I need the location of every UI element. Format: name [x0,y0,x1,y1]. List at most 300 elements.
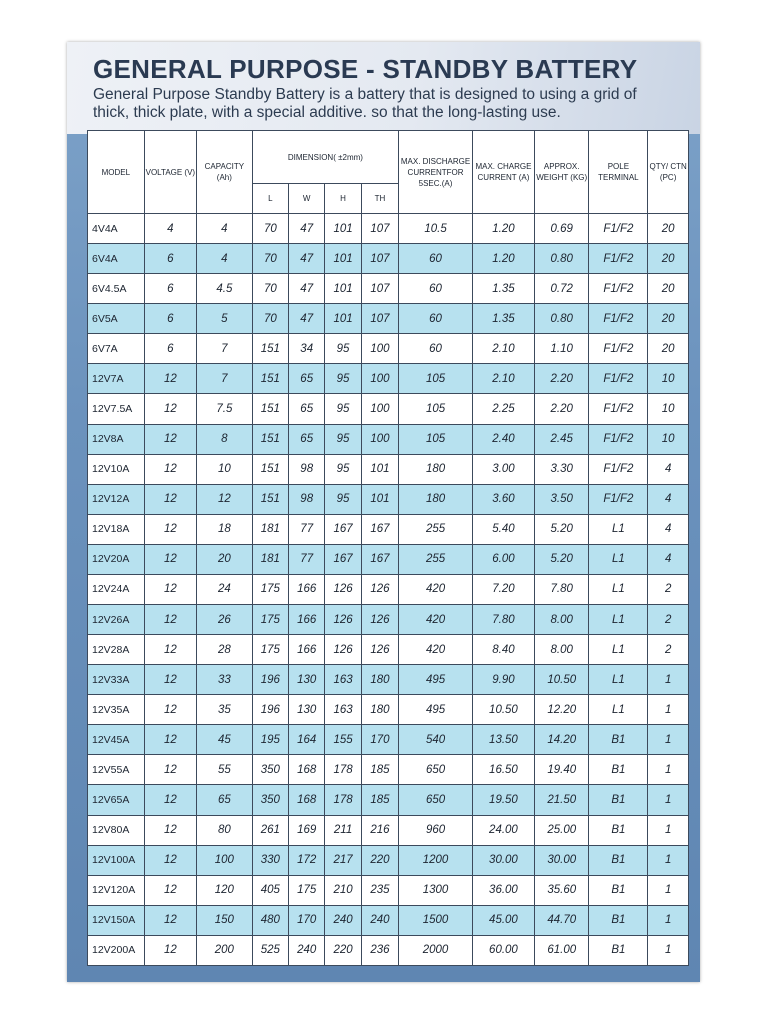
cell-max-charge: 60.00 [472,935,534,965]
cell-dim-th: 126 [361,605,398,635]
cell-pole-terminal: L1 [589,544,648,574]
cell-pole-terminal: F1/F2 [589,424,648,454]
cell-capacity: 10 [197,454,253,484]
table-row [88,514,689,544]
cell-qty-ctn: 1 [648,815,689,845]
cell-pole-terminal: B1 [589,875,648,905]
cell-max-discharge: 10.5 [399,214,473,244]
cell-max-discharge: 2000 [399,935,473,965]
cell-qty-ctn: 2 [648,635,689,665]
cell-voltage: 6 [144,244,196,274]
cell-dim-th: 100 [361,424,398,454]
cell-pole-terminal: F1/F2 [589,394,648,424]
cell-max-charge: 5.40 [472,514,534,544]
table-row [88,935,689,965]
cell-dim-th: 236 [361,935,398,965]
cell-voltage: 12 [144,935,196,965]
cell-max-charge: 3.60 [472,484,534,514]
cell-pole-terminal: F1/F2 [589,274,648,304]
cell-dim-w: 47 [289,274,325,304]
cell-model: 12V8A [88,424,145,454]
cell-qty-ctn: 4 [648,484,689,514]
table-row [88,695,689,725]
cell-qty-ctn: 10 [648,424,689,454]
cell-capacity: 55 [197,755,253,785]
table-row [88,244,689,274]
table-row [88,725,689,755]
cell-dim-h: 126 [325,574,361,604]
battery-spec-table [87,130,689,966]
cell-model: 12V65A [88,785,145,815]
table-row [88,785,689,815]
cell-weight: 19.40 [534,755,589,785]
cell-dim-l: 480 [252,905,288,935]
cell-model: 6V4.5A [88,274,145,304]
cell-dim-w: 169 [289,815,325,845]
cell-voltage: 12 [144,364,196,394]
cell-weight: 8.00 [534,605,589,635]
cell-dim-w: 168 [289,755,325,785]
cell-weight: 7.80 [534,574,589,604]
cell-capacity: 28 [197,635,253,665]
cell-capacity: 150 [197,905,253,935]
header-capacity: CAPACITY (Ah) [197,131,253,214]
cell-model: 12V12A [88,484,145,514]
table-row [88,424,689,454]
table-row [88,544,689,574]
cell-dim-l: 151 [252,424,288,454]
cell-max-discharge: 650 [399,785,473,815]
cell-dim-w: 34 [289,334,325,364]
cell-pole-terminal: B1 [589,815,648,845]
cell-capacity: 45 [197,725,253,755]
cell-dim-l: 175 [252,635,288,665]
cell-dim-l: 175 [252,574,288,604]
cell-model: 6V7A [88,334,145,364]
cell-max-charge: 7.80 [472,605,534,635]
cell-pole-terminal: L1 [589,514,648,544]
cell-voltage: 12 [144,635,196,665]
cell-weight: 0.69 [534,214,589,244]
cell-pole-terminal: L1 [589,574,648,604]
table-row [88,605,689,635]
header-dimension: DIMENSION( ±2mm) [252,131,399,184]
cell-pole-terminal: F1/F2 [589,304,648,334]
header-weight: APPROX. WEIGHT (KG) [534,131,589,214]
cell-model: 12V150A [88,905,145,935]
cell-model: 12V18A [88,514,145,544]
cell-voltage: 12 [144,605,196,635]
cell-model: 6V5A [88,304,145,334]
cell-capacity: 65 [197,785,253,815]
header-max-charge: MAX. CHARGE CURRENT (A) [472,131,534,214]
cell-capacity: 26 [197,605,253,635]
cell-dim-th: 107 [361,214,398,244]
cell-dim-w: 77 [289,514,325,544]
cell-pole-terminal: B1 [589,755,648,785]
cell-capacity: 80 [197,815,253,845]
cell-max-charge: 30.00 [472,845,534,875]
cell-pole-terminal: L1 [589,665,648,695]
cell-model: 12V26A [88,605,145,635]
cell-model: 6V4A [88,244,145,274]
cell-model: 12V55A [88,755,145,785]
cell-dim-th: 180 [361,665,398,695]
header-dim-w: W [289,184,325,214]
cell-dim-w: 240 [289,935,325,965]
table-row [88,394,689,424]
cell-pole-terminal: L1 [589,635,648,665]
cell-weight: 8.00 [534,635,589,665]
cell-dim-w: 98 [289,484,325,514]
cell-dim-h: 95 [325,454,361,484]
table-row [88,454,689,484]
cell-dim-th: 240 [361,905,398,935]
cell-max-charge: 2.25 [472,394,534,424]
cell-dim-l: 70 [252,214,288,244]
cell-qty-ctn: 4 [648,544,689,574]
cell-capacity: 4 [197,214,253,244]
cell-max-discharge: 1500 [399,905,473,935]
table-row [88,214,689,244]
cell-dim-th: 107 [361,274,398,304]
cell-dim-l: 195 [252,725,288,755]
cell-dim-w: 130 [289,695,325,725]
cell-dim-h: 95 [325,334,361,364]
cell-pole-terminal: F1/F2 [589,334,648,364]
cell-qty-ctn: 1 [648,785,689,815]
cell-max-charge: 2.10 [472,364,534,394]
cell-model: 12V120A [88,875,145,905]
cell-capacity: 18 [197,514,253,544]
cell-dim-th: 101 [361,484,398,514]
cell-dim-w: 130 [289,665,325,695]
header-banner [67,42,700,134]
table-row [88,815,689,845]
cell-dim-h: 101 [325,274,361,304]
cell-dim-l: 330 [252,845,288,875]
cell-max-discharge: 60 [399,334,473,364]
cell-dim-th: 167 [361,514,398,544]
cell-max-charge: 6.00 [472,544,534,574]
cell-dim-w: 168 [289,785,325,815]
cell-dim-l: 151 [252,454,288,484]
cell-dim-th: 220 [361,845,398,875]
cell-max-discharge: 60 [399,274,473,304]
cell-dim-th: 235 [361,875,398,905]
cell-pole-terminal: B1 [589,845,648,875]
cell-dim-th: 185 [361,755,398,785]
cell-max-discharge: 255 [399,514,473,544]
cell-max-discharge: 495 [399,695,473,725]
cell-dim-h: 101 [325,214,361,244]
cell-max-discharge: 105 [399,424,473,454]
cell-dim-th: 180 [361,695,398,725]
cell-dim-w: 166 [289,605,325,635]
cell-qty-ctn: 20 [648,274,689,304]
cell-qty-ctn: 1 [648,755,689,785]
cell-model: 12V45A [88,725,145,755]
table-row [88,755,689,785]
cell-qty-ctn: 2 [648,574,689,604]
cell-model: 12V7A [88,364,145,394]
cell-max-discharge: 420 [399,605,473,635]
cell-dim-h: 167 [325,514,361,544]
header-voltage: VOLTAGE (V) [144,131,196,214]
cell-max-discharge: 495 [399,665,473,695]
header-pole-terminal: POLE TERMINAL [589,131,648,214]
cell-max-discharge: 960 [399,815,473,845]
cell-qty-ctn: 1 [648,935,689,965]
table-row [88,304,689,334]
cell-weight: 35.60 [534,875,589,905]
cell-max-charge: 16.50 [472,755,534,785]
cell-capacity: 200 [197,935,253,965]
cell-voltage: 12 [144,845,196,875]
cell-weight: 10.50 [534,665,589,695]
cell-dim-th: 170 [361,725,398,755]
header-dim-l: L [252,184,288,214]
cell-weight: 2.20 [534,364,589,394]
cell-max-charge: 24.00 [472,815,534,845]
cell-max-charge: 1.35 [472,274,534,304]
cell-weight: 21.50 [534,785,589,815]
cell-voltage: 12 [144,424,196,454]
cell-max-charge: 3.00 [472,454,534,484]
cell-dim-l: 175 [252,605,288,635]
cell-weight: 0.80 [534,304,589,334]
table-row [88,845,689,875]
cell-dim-h: 220 [325,935,361,965]
cell-dim-h: 240 [325,905,361,935]
cell-max-discharge: 105 [399,394,473,424]
cell-capacity: 8 [197,424,253,454]
cell-pole-terminal: L1 [589,695,648,725]
cell-dim-l: 196 [252,665,288,695]
cell-pole-terminal: B1 [589,935,648,965]
cell-dim-th: 126 [361,574,398,604]
cell-qty-ctn: 1 [648,905,689,935]
cell-dim-th: 185 [361,785,398,815]
cell-dim-w: 172 [289,845,325,875]
cell-dim-l: 261 [252,815,288,845]
cell-max-charge: 8.40 [472,635,534,665]
cell-dim-h: 155 [325,725,361,755]
cell-dim-h: 178 [325,755,361,785]
cell-weight: 0.80 [534,244,589,274]
cell-voltage: 12 [144,665,196,695]
cell-qty-ctn: 4 [648,454,689,484]
cell-dim-l: 350 [252,755,288,785]
cell-capacity: 7 [197,334,253,364]
cell-voltage: 12 [144,514,196,544]
cell-dim-th: 216 [361,815,398,845]
cell-dim-w: 170 [289,905,325,935]
cell-dim-h: 95 [325,394,361,424]
cell-pole-terminal: B1 [589,905,648,935]
cell-dim-l: 196 [252,695,288,725]
cell-dim-h: 217 [325,845,361,875]
cell-dim-th: 100 [361,394,398,424]
cell-max-charge: 9.90 [472,665,534,695]
cell-model: 4V4A [88,214,145,244]
cell-max-charge: 36.00 [472,875,534,905]
cell-voltage: 12 [144,725,196,755]
cell-dim-l: 151 [252,484,288,514]
cell-dim-h: 95 [325,484,361,514]
cell-dim-l: 151 [252,334,288,364]
cell-pole-terminal: L1 [589,605,648,635]
cell-dim-th: 126 [361,635,398,665]
cell-max-charge: 13.50 [472,725,534,755]
cell-weight: 3.50 [534,484,589,514]
cell-dim-l: 181 [252,544,288,574]
table-row [88,574,689,604]
cell-voltage: 12 [144,755,196,785]
cell-dim-th: 107 [361,244,398,274]
table-row [88,484,689,514]
cell-dim-h: 163 [325,665,361,695]
cell-pole-terminal: F1/F2 [589,454,648,484]
cell-dim-h: 163 [325,695,361,725]
cell-max-charge: 7.20 [472,574,534,604]
table-row [88,905,689,935]
cell-max-discharge: 540 [399,725,473,755]
cell-model: 12V100A [88,845,145,875]
cell-max-discharge: 1200 [399,845,473,875]
cell-dim-l: 525 [252,935,288,965]
cell-capacity: 7 [197,364,253,394]
cell-pole-terminal: F1/F2 [589,484,648,514]
cell-max-discharge: 105 [399,364,473,394]
cell-pole-terminal: B1 [589,785,648,815]
cell-weight: 1.10 [534,334,589,364]
cell-voltage: 12 [144,454,196,484]
cell-max-charge: 1.35 [472,304,534,334]
cell-dim-h: 178 [325,785,361,815]
cell-capacity: 12 [197,484,253,514]
cell-voltage: 12 [144,905,196,935]
cell-capacity: 4 [197,244,253,274]
cell-model: 12V24A [88,574,145,604]
table-row [88,665,689,695]
cell-max-charge: 2.10 [472,334,534,364]
cell-weight: 14.20 [534,725,589,755]
cell-max-discharge: 180 [399,484,473,514]
cell-model: 12V200A [88,935,145,965]
cell-qty-ctn: 1 [648,875,689,905]
cell-dim-w: 166 [289,635,325,665]
cell-dim-w: 47 [289,244,325,274]
header-qty-ctn: QTY/ CTN (PC) [648,131,689,214]
cell-capacity: 5 [197,304,253,334]
cell-max-charge: 1.20 [472,244,534,274]
cell-weight: 5.20 [534,514,589,544]
table-row [88,334,689,364]
cell-qty-ctn: 1 [648,665,689,695]
cell-dim-l: 151 [252,364,288,394]
cell-dim-l: 350 [252,785,288,815]
table-row [88,875,689,905]
cell-dim-l: 181 [252,514,288,544]
cell-model: 12V80A [88,815,145,845]
cell-model: 12V33A [88,665,145,695]
cell-weight: 25.00 [534,815,589,845]
cell-capacity: 7.5 [197,394,253,424]
cell-dim-l: 151 [252,394,288,424]
cell-dim-h: 101 [325,304,361,334]
cell-weight: 2.20 [534,394,589,424]
cell-dim-h: 95 [325,424,361,454]
cell-dim-l: 70 [252,304,288,334]
cell-capacity: 4.5 [197,274,253,304]
cell-max-charge: 1.20 [472,214,534,244]
cell-voltage: 12 [144,815,196,845]
header-max-discharge: MAX. DISCHARGE CURRENTFOR 5SEC.(A) [399,131,473,214]
cell-dim-w: 98 [289,454,325,484]
cell-dim-h: 101 [325,244,361,274]
cell-max-discharge: 60 [399,304,473,334]
cell-capacity: 35 [197,695,253,725]
cell-dim-th: 100 [361,364,398,394]
cell-dim-th: 100 [361,334,398,364]
cell-weight: 2.45 [534,424,589,454]
cell-dim-w: 166 [289,574,325,604]
cell-max-discharge: 60 [399,244,473,274]
cell-voltage: 12 [144,785,196,815]
cell-capacity: 100 [197,845,253,875]
cell-voltage: 12 [144,875,196,905]
cell-model: 12V20A [88,544,145,574]
cell-capacity: 24 [197,574,253,604]
cell-voltage: 12 [144,484,196,514]
cell-voltage: 6 [144,334,196,364]
cell-weight: 0.72 [534,274,589,304]
cell-qty-ctn: 1 [648,725,689,755]
cell-max-charge: 45.00 [472,905,534,935]
cell-pole-terminal: F1/F2 [589,244,648,274]
cell-dim-w: 47 [289,214,325,244]
cell-dim-h: 211 [325,815,361,845]
cell-qty-ctn: 20 [648,304,689,334]
cell-voltage: 6 [144,274,196,304]
cell-weight: 30.00 [534,845,589,875]
cell-capacity: 120 [197,875,253,905]
table-row [88,274,689,304]
cell-max-charge: 2.40 [472,424,534,454]
cell-weight: 44.70 [534,905,589,935]
cell-qty-ctn: 20 [648,334,689,364]
cell-max-charge: 10.50 [472,695,534,725]
cell-qty-ctn: 1 [648,695,689,725]
cell-dim-th: 107 [361,304,398,334]
cell-qty-ctn: 4 [648,514,689,544]
cell-max-discharge: 180 [399,454,473,484]
cell-dim-h: 126 [325,635,361,665]
cell-voltage: 12 [144,544,196,574]
cell-weight: 61.00 [534,935,589,965]
cell-qty-ctn: 2 [648,605,689,635]
cell-weight: 12.20 [534,695,589,725]
table-row [88,364,689,394]
cell-voltage: 12 [144,574,196,604]
cell-dim-w: 65 [289,424,325,454]
cell-voltage: 12 [144,695,196,725]
cell-capacity: 33 [197,665,253,695]
cell-dim-th: 167 [361,544,398,574]
cell-max-discharge: 255 [399,544,473,574]
cell-weight: 3.30 [534,454,589,484]
